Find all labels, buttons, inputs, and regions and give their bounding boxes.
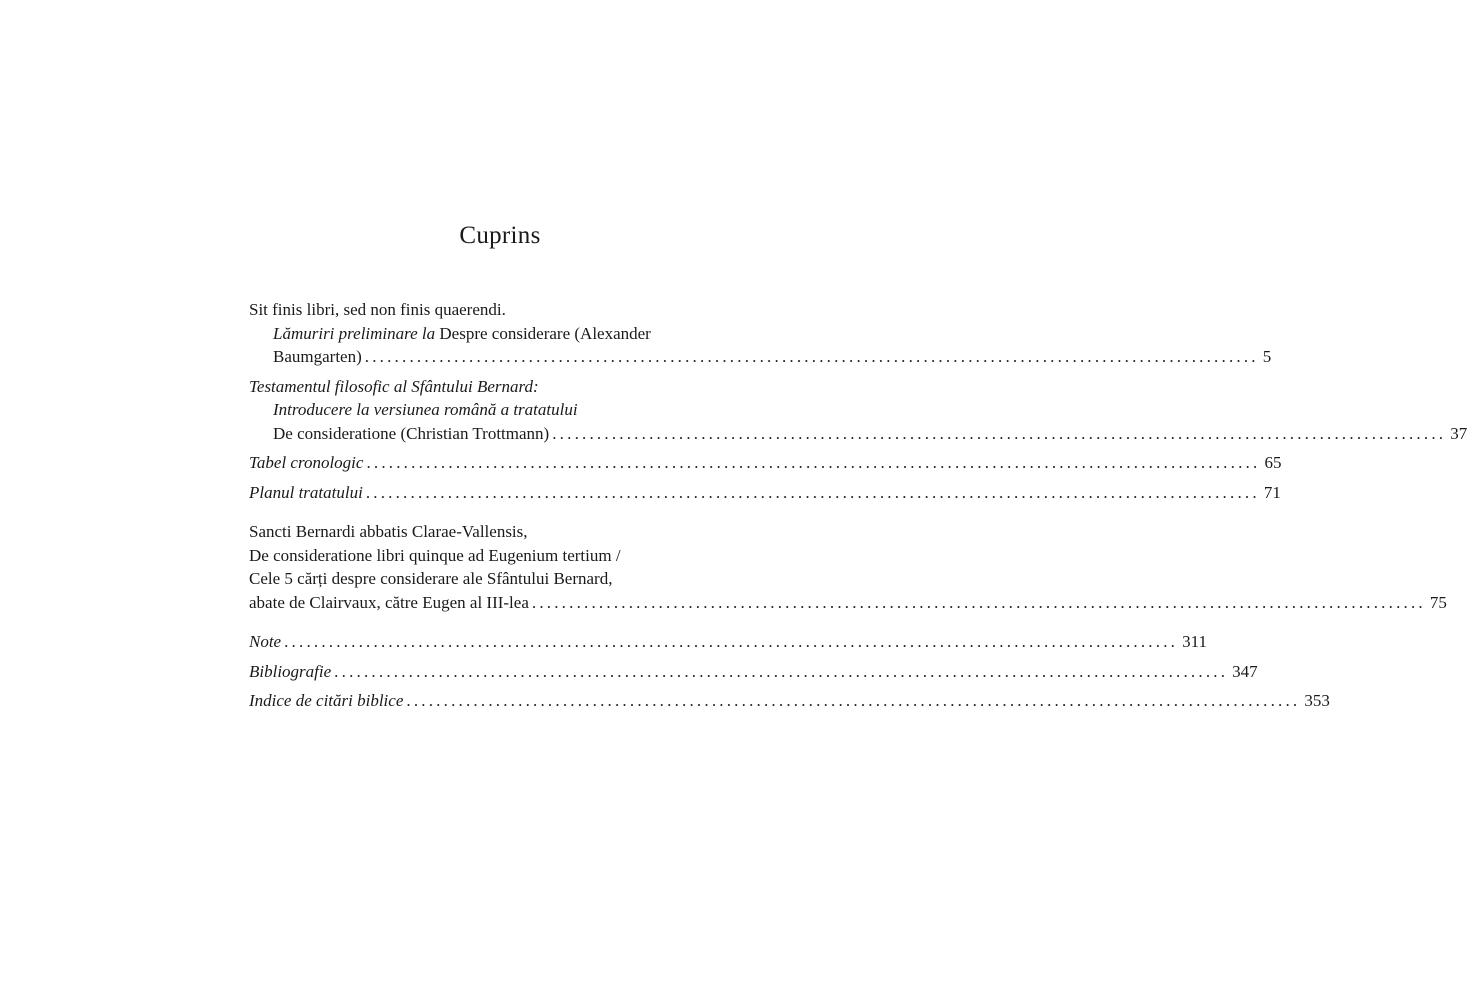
toc-entry-title [273, 422, 549, 446]
entry-text-part: Cele 5 cărți despre considerare ale Sfântului Bernard, [249, 569, 613, 588]
entry-text-part: Introducere la versiunea română a tratatului [273, 400, 578, 419]
toc-entry-title [249, 689, 403, 713]
toc-entry[interactable] [249, 520, 1447, 614]
toc-entry-title [249, 630, 281, 654]
toc-entry[interactable] [249, 630, 1207, 654]
entry-text-part: De consideratione (Christian Trottmann) [273, 423, 550, 443]
toc-entry-line [249, 298, 749, 322]
page-number: 353 [1304, 691, 1330, 710]
page-number: 5 [1262, 347, 1272, 366]
toc-entry-leader-line [249, 422, 1467, 446]
entry-text-part: Note [249, 632, 282, 651]
toc-entry[interactable] [249, 660, 1258, 684]
page-number: 71 [1263, 482, 1281, 502]
dot-leader: ........................................................................................................................ [284, 632, 1179, 651]
toc-entry-line [249, 375, 749, 399]
toc-entry-title [249, 481, 363, 505]
entry-text-part: Indice de citări biblice [249, 691, 404, 710]
toc-entry-title [249, 451, 363, 475]
toc-entry[interactable] [249, 451, 1282, 475]
dot-leader: ........................................................................................................................ [364, 347, 1259, 366]
entry-text-part: Testamentul filosofic al Sfântului Bernard: [249, 376, 539, 396]
page-number: 347 [1232, 661, 1258, 681]
entry-text-part: Lămuriri preliminare la [273, 323, 436, 343]
page-number: 65 [1264, 453, 1282, 472]
toc-entry-line [249, 520, 749, 544]
toc-entry-leader-line [249, 630, 1207, 654]
page-number: 37 [1450, 423, 1467, 443]
toc-entry-leader-line [249, 689, 1330, 713]
dot-leader: ........................................................................................................................ [334, 661, 1229, 681]
page-number: 75 [1429, 592, 1447, 612]
dot-leader: ........................................................................................................................ [365, 482, 1260, 502]
toc-entry[interactable] [249, 298, 1272, 369]
toc-entry[interactable] [249, 481, 1281, 505]
entry-text-part: Sit finis libri, sed non finis quaerendi. [249, 300, 506, 319]
entry-text-part: Sancti Bernardi abbatis Clarae-Vallensis, [249, 522, 528, 541]
toc-entry-title [249, 591, 529, 615]
entry-text-part: De consideratione libri quinque ad Eugenium tertium / [249, 545, 621, 565]
entry-text-part: Tabel cronologic [249, 453, 364, 472]
dot-leader: ........................................................................................................................ [531, 592, 1426, 612]
toc-entry-leader-line [249, 660, 1258, 684]
entry-text-part: Baumgarten) [273, 347, 362, 366]
toc-entry-title [273, 345, 362, 369]
toc-entry[interactable] [249, 375, 1467, 446]
toc-entry-line [249, 567, 749, 591]
toc-entry-line [249, 544, 749, 568]
entry-text-part: Despre considerare (Alexander [435, 323, 651, 343]
entry-text-part: abate de Clairvaux, către Eugen al III-lea [249, 592, 529, 612]
toc-entry-leader-line [249, 481, 1281, 505]
page-number: 311 [1182, 632, 1207, 651]
page-title: Cuprins [459, 222, 541, 249]
dot-leader: ........................................................................................................................ [366, 453, 1261, 472]
toc-entry-leader-line [249, 345, 1272, 369]
toc-entry-leader-line [249, 451, 1282, 475]
dot-leader: ........................................................................................................................ [552, 423, 1447, 443]
table-of-contents [249, 298, 1467, 713]
entry-text-part: Planul tratatului [249, 482, 363, 502]
entry-text-part: Bibliografie [249, 661, 332, 681]
toc-entry-line [249, 322, 749, 346]
toc-entry-title [249, 660, 331, 684]
toc-entry[interactable] [249, 689, 1330, 713]
dot-leader: ........................................................................................................................ [406, 691, 1301, 710]
toc-entry-line [249, 398, 749, 422]
toc-entry-leader-line [249, 591, 1447, 615]
